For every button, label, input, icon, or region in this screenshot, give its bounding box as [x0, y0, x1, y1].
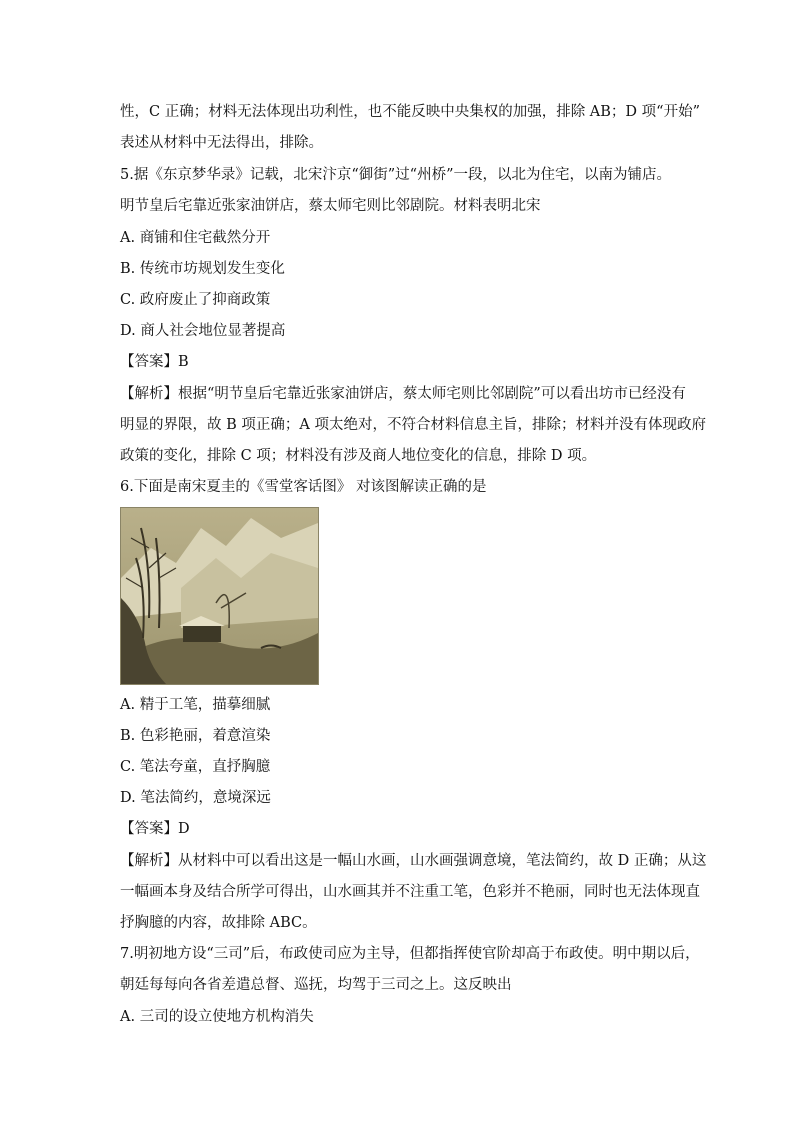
- question-7-stem: 7.明初地方设“三司”后，布政使司应为主导，但都指挥使官阶却高于布政使。明中期以后，: [120, 946, 700, 962]
- option-a: A. 商铺和住宅截然分开: [120, 230, 271, 246]
- answer-label: 【答案】D: [120, 821, 190, 837]
- text-line: 表述从材料中无法得出，排除。: [120, 135, 323, 151]
- option-b: B. 传统市坊规划发生变化: [120, 261, 285, 277]
- question-5-stem: 5.据《东京梦华录》记载，北宋汴京“御街”过“州桥”一段，以北为住宅，以南为铺店。: [120, 167, 671, 183]
- text-line: 性，C 正确；材料无法体现出功利性，也不能反映中央集权的加强，排除 AB；D 项“开始”: [120, 104, 700, 120]
- option-c: C. 笔法夸童，直抒胸臆: [120, 759, 271, 775]
- answer-label: 【答案】B: [120, 354, 189, 370]
- option-a: A. 精于工笔，描摹细腻: [120, 697, 271, 713]
- analysis-text: 【解析】根据“明节皇后宅靠近张家油饼店，蔡太师宅则比邻剧院”可以看出坊市已经没有: [120, 386, 686, 402]
- question-7-stem: 朝廷每每向各省差遣总督、巡抚，均驾于三司之上。这反映出: [120, 977, 512, 993]
- option-c: C. 政府废止了抑商政策: [120, 292, 271, 308]
- analysis-text: 【解析】从材料中可以看出这是一幅山水画，山水画强调意境，笔法简约，故 D 正确；从这: [120, 853, 707, 869]
- analysis-text: 明显的界限，故 B 项正确；A 项太绝对，不符合材料信息主旨，排除；材料并没有体现政府: [120, 417, 706, 433]
- analysis-text: 一幅画本身及结合所学可得出，山水画其并不注重工笔，色彩并不艳丽，同时也无法体现直: [120, 884, 700, 900]
- option-a: A. 三司的设立使地方机构消失: [120, 1009, 314, 1025]
- option-d: D. 笔法简约，意境深远: [120, 790, 271, 806]
- question-6-stem: 6.下面是南宋夏圭的《雪堂客话图》 对该图解读正确的是: [120, 479, 487, 495]
- analysis-text: 政策的变化，排除 C 项；材料没有涉及商人地位变化的信息，排除 D 项。: [120, 448, 597, 464]
- landscape-painting-image: [120, 507, 319, 685]
- analysis-text: 抒胸臆的内容，故排除 ABC。: [120, 915, 317, 931]
- option-b: B. 色彩艳丽，着意渲染: [120, 728, 271, 744]
- question-5-stem: 明节皇后宅靠近张家油饼店，蔡太师宅则比邻剧院。材料表明北宋: [120, 198, 541, 214]
- option-d: D. 商人社会地位显著提高: [120, 323, 286, 339]
